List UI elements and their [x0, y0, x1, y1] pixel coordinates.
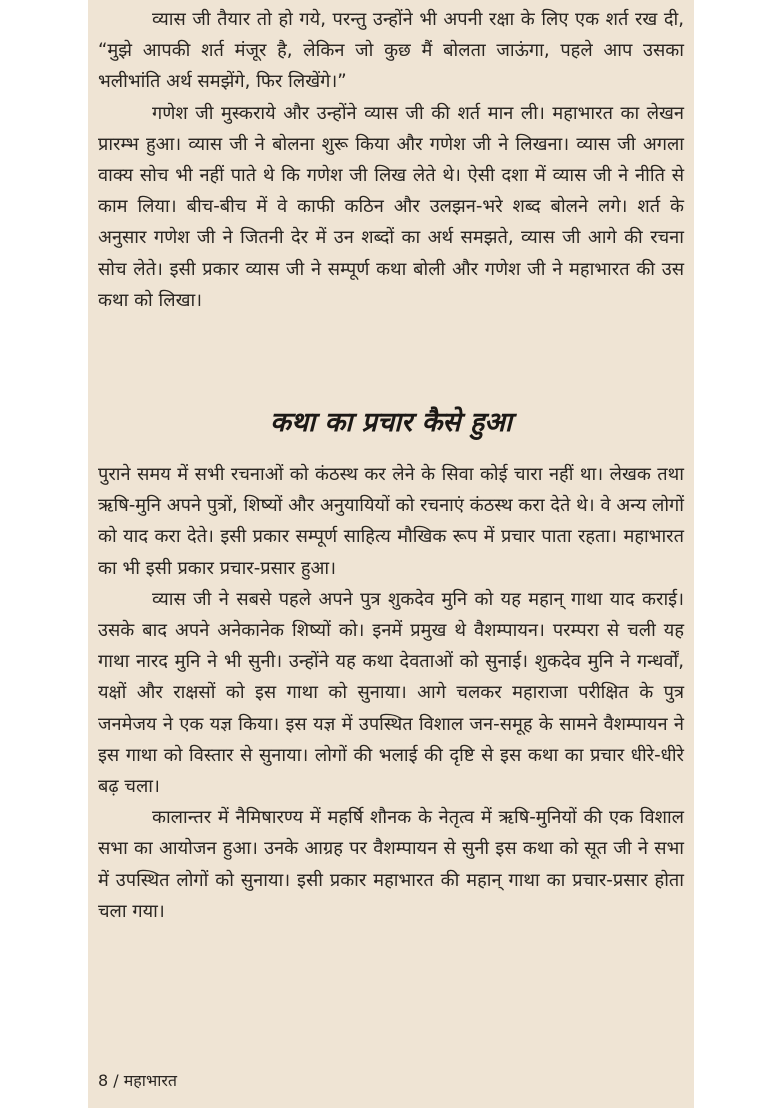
section-heading: कथा का प्रचार कैसे हुआ: [270, 407, 512, 438]
paragraph: व्यास जी तैयार तो हो गये, परन्तु उन्होंने भी अपनी रक्षा के लिए एक शर्त रख दी, “मुझे आपकी शर्त मंजूर है, लेकिन जो कुछ मैं बोलता जाऊंगा, पहले आप उसका भलीभांति अर्थ समझेंगे, फिर लिखेंगे।”: [98, 9, 684, 93]
section-1-text: [98, 4, 684, 316]
paragraph: व्यास जी ने सबसे पहले अपने पुत्र शुकदेव मुनि को यह महान् गाथा याद कराई। उसके बाद अपने अनेकानेक शिष्यों को। इनमें प्रमुख थे वैशम्पायन। परम्परा से चली यह गाथा नारद मुनि ने भी सुनी। उन्होंने यह कथा देवताओं को सुनाई। शुकदेव मुनि ने गन्धर्वों, यक्षों और राक्षसों को इस गाथा को सुनाया। आगे चलकर महाराजा परीक्षित के पुत्र जनमेजय ने एक यज्ञ किया। इस यज्ञ में उपस्थित विशाल जन-समूह के सामने वैशम्पायन ने इस गाथा को विस्तार से सुनाया। लोगों की भलाई की दृष्टि से इस कथा का प्रचार धीरे-धीरे बढ़ चला।: [98, 588, 684, 798]
page-footer: 8 / महाभारत: [98, 1071, 178, 1090]
section-2-text: [98, 459, 684, 927]
paragraph: कालान्तर में नैमिषारण्य में महर्षि शौनक के नेतृत्व में ऋषि-मुनियों की एक विशाल सभा का आयोजन हुआ। उनके आग्रह पर वैशम्पायन से सुनी इस कथा को सूत जी ने सभा में उपस्थित लोगों को सुनाया। इसी प्रकार महाभारत की महान् गाथा का प्रचार-प्रसार होता चला गया।: [98, 807, 684, 922]
book-page: [88, 0, 694, 1108]
paragraph: गणेश जी मुस्कराये और उन्होंने व्यास जी की शर्त मान ली। महाभारत का लेखन प्रारम्भ हुआ। व्यास जी ने बोलना शुरू किया और गणेश जी ने लिखना। व्यास जी अगला वाक्य सोच भी नहीं पाते थे कि गणेश जी लिख लेते थे। ऐसी दशा में व्यास जी ने नीति से काम लिया। बीच-बीच में वे काफी कठिन और उलझन-भरे शब्द बोलने लगे। शर्त के अनुसार गणेश जी ने जितनी देर में उन शब्दों का अर्थ समझते, व्यास जी आगे की रचना सोच लेते। इसी प्रकार व्यास जी ने सम्पूर्ण कथा बोली और गणेश जी ने महाभारत की उस कथा को लिखा।: [98, 102, 684, 311]
paragraph: पुराने समय में सभी रचनाओं को कंठस्थ कर लेने के सिवा कोई चारा नहीं था। लेखक तथा ऋषि-मुनि अपने पुत्रों, शिष्यों और अनुयायियों को रचनाएं कंठस्थ करा देते थे। वे अन्य लोगों को याद करा देते। इसी प्रकार सम्पूर्ण साहित्य मौखिक रूप में प्रचार पाता रहता। महाभारत का भी इसी प्रकार प्रचार-प्रसार हुआ।: [98, 464, 684, 579]
